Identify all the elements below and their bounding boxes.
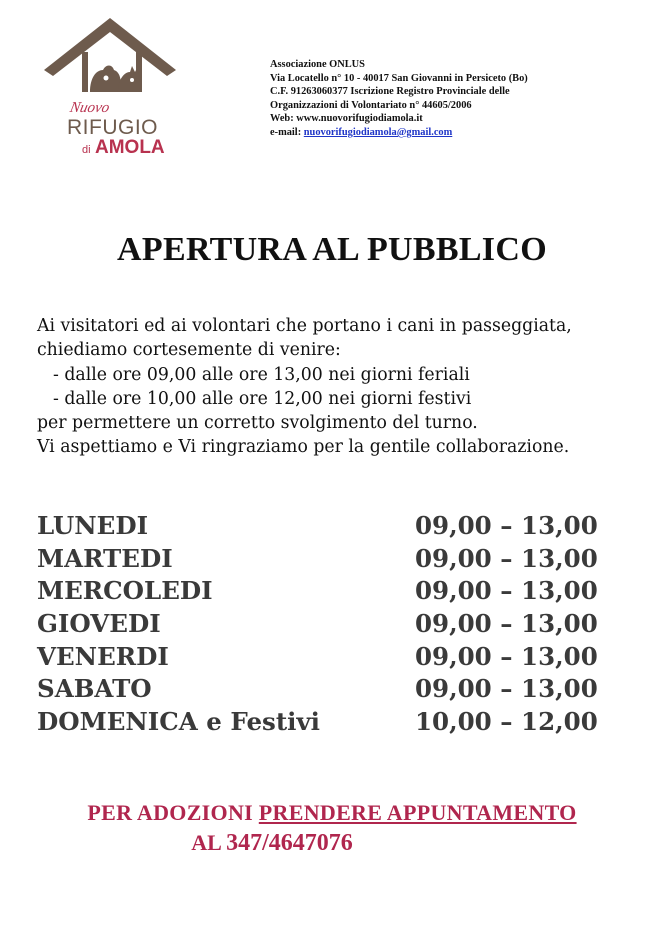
page-title: APERTURA AL PUBBLICO <box>117 231 547 268</box>
schedule-day: LUNEDI <box>37 511 149 540</box>
email-label: e-mail: <box>270 126 302 138</box>
schedule-hours: 09,00 – 13,00 <box>415 543 598 573</box>
rifugio-logo <box>40 18 180 163</box>
intro-bullet: - dalle ore 10,00 alle ore 12,00 nei giorni festivi <box>53 388 472 409</box>
schedule-row <box>37 609 627 642</box>
intro-bullet: - dalle ore 09,00 alle ore 13,00 nei giorni feriali <box>53 364 470 385</box>
schedule-row <box>37 674 627 707</box>
association-fiscal-2: Organizzazioni di Volontariato n° 44605/2006 <box>270 99 472 111</box>
association-web: Web: www.nuovorifugiodiamola.it <box>270 113 423 125</box>
association-info <box>270 58 650 140</box>
association-fiscal-1: C.F. 91263060377 Iscrizione Registro Provinciale delle <box>270 86 510 98</box>
intro-line: Ai visitatori ed ai volontari che portano i cani in passeggiata, <box>37 316 572 336</box>
adoption-line <box>0 800 664 826</box>
schedule-day: SABATO <box>37 674 152 704</box>
schedule-day: DOMENICA e Festivi <box>37 707 320 737</box>
schedule-hours: 10,00 – 12,00 <box>415 707 598 737</box>
schedule-hours: 09,00 – 13,00 <box>415 511 598 540</box>
house-roof-icon <box>40 18 180 113</box>
schedule-row <box>37 642 627 675</box>
intro-line: Vi aspettiamo e Vi ringraziamo per la gentile collaborazione. <box>37 437 570 458</box>
association-email-row <box>270 126 650 140</box>
schedule-hours: 09,00 – 13,00 <box>415 674 598 704</box>
schedule-hours: 09,00 – 13,00 <box>415 609 598 639</box>
association-address: Via Locatello n° 10 - 40017 San Giovanni in Persiceto (Bo) <box>270 72 528 84</box>
schedule-hours: 09,00 – 13,00 <box>415 641 598 671</box>
logo-nuovo-text: Nuovo <box>68 100 111 116</box>
intro-paragraph <box>37 314 637 460</box>
schedule-row <box>37 511 627 544</box>
schedule-row <box>37 707 627 740</box>
adoption-notice <box>0 800 664 857</box>
intro-line: per permettere un corretto svolgimento del turno. <box>37 413 478 434</box>
adoption-al: AL <box>191 830 227 855</box>
adoption-prefix: PER ADOZIONI <box>87 800 259 825</box>
schedule-day: MARTEDI <box>37 543 173 573</box>
schedule-row <box>37 544 627 577</box>
logo-rifugio-text: RIFUGIO <box>67 116 158 139</box>
schedule-day: GIOVEDI <box>37 609 161 639</box>
intro-line: chiediamo cortesemente di venire: <box>37 340 341 361</box>
schedule-day: MERCOLEDI <box>37 576 213 606</box>
adoption-phone[interactable]: 347/4647076 <box>226 830 353 856</box>
opening-schedule <box>37 511 627 740</box>
adoption-phone-line <box>0 830 664 857</box>
association-name: Associazione ONLUS <box>270 59 365 70</box>
schedule-day: VENERDI <box>37 641 169 671</box>
email-link[interactable]: nuovorifugiodiamola@gmail.com <box>303 126 453 138</box>
schedule-row <box>37 576 627 609</box>
adoption-appointment: PRENDERE APPUNTAMENTO <box>258 800 577 825</box>
logo-amola-text: AMOLA <box>95 137 165 158</box>
schedule-hours: 09,00 – 13,00 <box>415 576 598 606</box>
logo-di-text: di <box>82 144 91 156</box>
